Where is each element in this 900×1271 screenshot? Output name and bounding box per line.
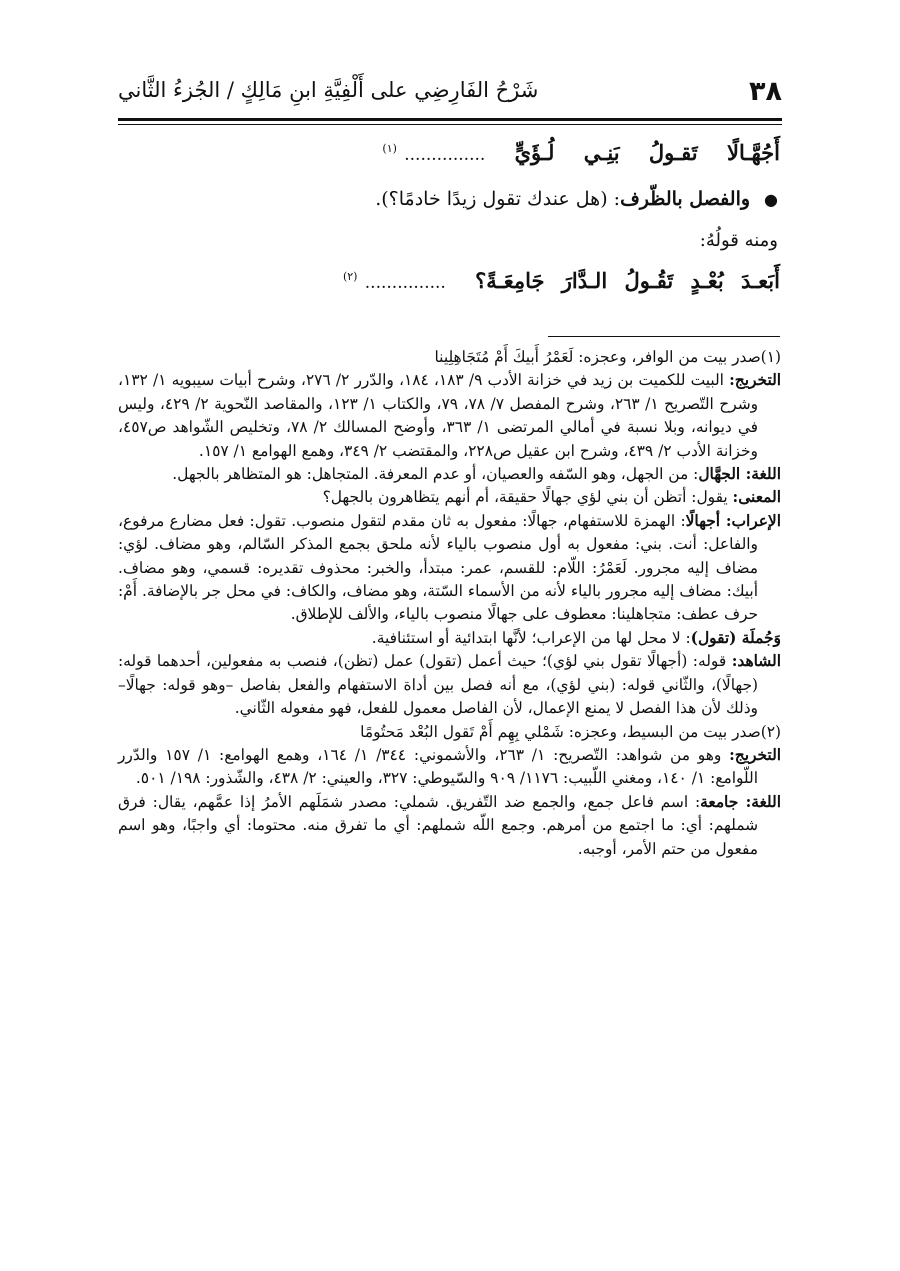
bullet-text: : (هل عندك تقول زيدًا خادمًا؟). xyxy=(375,188,621,210)
running-header xyxy=(118,72,782,118)
footnote-paragraph: اللغة: جامعة: اسم فاعل جمع، والجمع ضد التّفريق. شملي: مصدر شمَلَهم الأمرُ إذا عمَّهم، يقال: فرق شملهم: أي: ما اجتمع من أمرهم. وجمع اللّه شملهم: أي ما تفرق منه. محتوما: أي واجبًا، وهو اسم مفعول من حتم الأمر، أوجبه. xyxy=(118,792,781,858)
footnote-ref: (٢) xyxy=(342,270,358,283)
bullet-point xyxy=(150,188,778,210)
footnote-paragraph: الشاهد: قوله: (أجهالًا تقول بني لؤي)؛ حيث أعمل (تقول) عمل (تظن)، فنصب به مفعولين، أحدهما قوله: (جهالًا)، والثّاني قوله: (بني لؤي)، مع أنه فصل بين أداة الاستفهام والفعل بفاصل –وهو قوله: جهالًا– وذلك لأن هذا الفصل لا يمنع الإعمال، لأن الفاصل معمول للفعل، فهو مفعوله الثّاني. xyxy=(118,652,781,718)
bullet-icon: ● xyxy=(764,190,778,209)
verse-word: جَامِعَـةً؟ xyxy=(475,268,545,293)
bullet-label: والفصل بالظّرف xyxy=(620,188,751,210)
footnote-ref: (١) xyxy=(382,142,397,155)
page-number: ٣٨ xyxy=(749,76,782,107)
footnote-paragraph: الإعراب: أجهالًا: الهمزة للاستفهام، جهالًا: مفعول به ثان مقدم لتقول منصوب. تقول: فعل مضارع مرفوع، والفاعل: أنت. بني: مفعول به أول منصوب بالياء لأنه ملحق بجمع المذكر السّالم، وهو مضاف. لؤي: مضاف إليه مجرور. لَعَمْرُ: اللّام: للقسم، عمر: مبتدأ، والخبر: محذوف تقديره: قسمي، وهو مضاف. أبيك: مضاف إليه مجرور بالياء لأنه من الأسماء السّتة، وهو مضاف، والكاف: في محل جر بالإضافة. أَمْ: حرف عطف: متجاهلينا: معطوف على جهالًا منصوب بالياء، والألف للإطلاق. xyxy=(118,511,781,624)
footnotes xyxy=(118,346,781,861)
verse-word: لُـؤَيٍّ xyxy=(514,140,555,165)
verse-word: تَقُـولُ xyxy=(624,268,674,293)
verse-dots: ............... xyxy=(404,145,486,165)
verse-intro: ومنه قولُهُ: xyxy=(699,230,778,251)
footnote-paragraph: (٢)صدر بيت من البسيط، وعجزه: شَمْلي بِهِم أَمْ تَقول البُعْد مَحتُومًا xyxy=(360,722,781,741)
running-title: شَرْحُ الفَارِضِي على أَلْفِيَّةِ ابنِ مَالِكٍ / الجُزءُ الثَّاني xyxy=(118,78,539,102)
footnote-paragraph: المعنى: يقول: أتظن أن بني لؤي جهالًا حقيقة، أم أنهم يتظاهرون بالجهل؟ xyxy=(322,488,781,507)
verse-word: بُعْـدٍ xyxy=(690,268,724,293)
footnote-separator xyxy=(548,336,780,337)
verse-word: بَنِـي xyxy=(583,140,620,165)
verse-1 xyxy=(150,140,780,174)
footnote-paragraph: وَجُملَة (تقول): لا محل لها من الإعراب؛ لأنَّها ابتدائية أو استئنافية. xyxy=(371,628,781,647)
footnote-paragraph: اللغة: الجهَّال: من الجهل، وهو السّفه والعصيان، أو عدم المعرفة. المتجاهل: هو المتظاهر بالجهل. xyxy=(172,465,781,484)
verse-word: أَبَعـدَ xyxy=(741,268,780,293)
footnote-paragraph: التخريج: البيت للكميت بن زيد في خزانة الأدب ٩/ ١٨٣، ١٨٤، والدّرر ٢/ ٢٧٦، وشرح أبيات سيبويه ١/ ١٣٢، وشرح التّصريح ١/ ٢٦٣، وشرح المفصل ٧/ ٧٨، ٧٩، والكتاب ١/ ١٢٣، والمقاصد النّحوية ٢/ ٤٢٩، وليس في ديوانه، وبلا نسبة في أمالي المرتضى ١/ ٣٦٣، وأوضح المسالك ٢/ ٧٨، وتخليص الشّواهد ص٤٥٧، وخزانة الأدب ٢/ ٤٣٩، وشرح ابن عقيل ص٢٢٨، والمقتضب ٢/ ٣٤٩، وهمع الهوامع ١/ ١٥٧. xyxy=(118,371,782,460)
verse-word: تَقـولُ xyxy=(648,140,698,165)
verse-word: الـدَّارَ xyxy=(561,268,608,293)
verse-2 xyxy=(150,268,780,302)
verse-word: أَجُهَّـالًا xyxy=(726,140,780,165)
verse-dots: ............... xyxy=(364,273,446,293)
header-rule-thin xyxy=(118,124,782,125)
footnote-paragraph: (١)صدر بيت من الوافر، وعجزه: لَعَمْرُ أَبيكَ أَمْ مُتَجَاهِلِينا xyxy=(434,348,781,366)
footnote-paragraph: التخريج: وهو من شواهد: التّصريح: ١/ ٢٦٣، والأشموني: ٣٤٤/ ١/ ١٦٤، وهمع الهوامع: ١/ ١٥٧ والدّرر اللّوامع: ١/ ١٤٠، ومغني اللّبيب: ١١٧٦/ ٩٠٩ والسّيوطي: ٣٢٧، والعيني: ٢/ ٤٣٨، والشّذور: ١٩٨/ ٥٠١. xyxy=(118,745,782,788)
header-rule-thick xyxy=(118,118,782,121)
